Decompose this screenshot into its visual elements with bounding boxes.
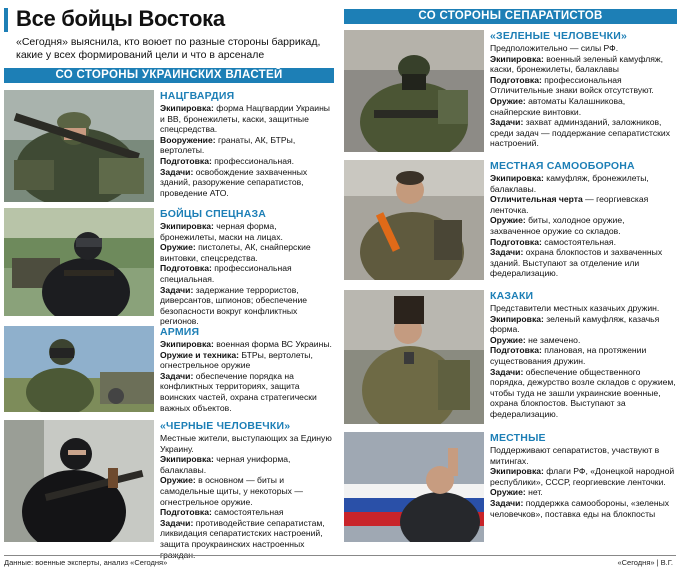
- locals-heading: МЕСТНЫЕ: [490, 432, 546, 444]
- green-men-line: Экипировка: военный зеленый камуфляж, каски, бронежилеты, балаклавы: [490, 53, 664, 75]
- title-accent-bar: [4, 8, 8, 32]
- army-photo: [4, 326, 154, 412]
- spetsnaz-text: [160, 208, 334, 327]
- spetsnaz-line: Задачи: задержание террористов, диверсантов, шпионов; обеспечение безопасности вокруг конфликтных регионов.: [160, 284, 308, 327]
- spetsnaz-photo: [4, 208, 154, 316]
- national-guard-line: Подготовка: профессиональная.: [160, 155, 295, 166]
- black-men-line: Оружие: в основном — биты и самодельные щиты, у некоторых — огнестрельное оружие.: [160, 475, 303, 507]
- cossacks-line: Экипировка: зеленый камуфляж, казачья форма.: [490, 313, 660, 335]
- national-guard-heading: НАЦГВАРДИЯ: [160, 90, 235, 102]
- locals-line: Задачи: поддержка самообороны, «зеленых человечков», поставка еды на блокпосты: [490, 497, 670, 519]
- army-text: [160, 326, 334, 413]
- locals-line: Оружие: нет.: [490, 487, 543, 498]
- national-guard-line: Экипировка: форма Нацгвардии Украины и ВВ, бронежилеты, каски, защитные спецсредства.: [160, 103, 330, 135]
- black-men-intro: Местные жители, выступающих за Единую Украину.: [160, 433, 332, 454]
- left-section-title: СО СТОРОНЫ УКРАИНСКИХ ВЛАСТЕЙ: [4, 68, 334, 83]
- footer-credit: «Сегодня» | В.Г.: [617, 558, 673, 567]
- cossacks-line: Подготовка: плановая, на протяжении существования дружин.: [490, 345, 647, 366]
- spetsnaz-line: Оружие: пистолеты, АК, снайперские винтовки, спецсредства.: [160, 242, 311, 263]
- national-guard-photo: [4, 90, 154, 202]
- army-line: Оружие и техника: БТРы, вертолеты, огнестрельное оружие: [160, 349, 313, 371]
- green-men-line: Отличительные знаки войск отсутствуют.: [490, 85, 654, 96]
- spetsnaz-line: Подготовка: профессиональная специальная.: [160, 263, 292, 284]
- cossacks-intro: Представители местных казачьих дружин.: [490, 303, 660, 313]
- black-men-text: [160, 420, 334, 560]
- cossacks-line: Задачи: обеспечение общественного порядка, дежурство возле складов с оружием, чтобы туда не зашли украинские военные, охрана блокпостов. Выступают за федерализацию.: [490, 366, 676, 419]
- self-defense-line: Отличительная черта — георгиевская ленточка.: [490, 194, 649, 215]
- green-men-line: Подготовка: профессиональная: [490, 74, 622, 85]
- self-defense-line: Экипировка: камуфляж, бронежилеты, балаклавы.: [490, 173, 649, 194]
- self-defense-heading: МЕСТНАЯ САМООБОРОНА: [490, 160, 635, 172]
- black-men-photo: [4, 420, 154, 542]
- army-line: Задачи: обеспечение порядка на конфликтных территориях, защита воинских частей, охрана стратегически важных объектов.: [160, 370, 317, 413]
- black-men-line: Подготовка: самостоятельная: [160, 507, 284, 518]
- spetsnaz-line: Экипировка: черная форма, бронежилеты, маски на лицах.: [160, 221, 283, 242]
- locals-text: [490, 432, 676, 519]
- green-men-heading: «ЗЕЛЕНЫЕ ЧЕЛОВЕЧКИ»: [490, 30, 628, 42]
- black-men-heading: «ЧЕРНЫЕ ЧЕЛОВЕЧКИ»: [160, 420, 291, 432]
- self-defense-line: Подготовка: самостоятельная.: [490, 236, 616, 247]
- locals-intro: Поддерживают сепаратистов, участвуют в митингах.: [490, 445, 660, 466]
- cossacks-photo: [344, 290, 484, 424]
- green-men-text: [490, 30, 676, 149]
- locals-photo: [344, 432, 484, 542]
- right-section-title: СО СТОРОНЫ СЕПАРАТИСТОВ: [344, 9, 677, 24]
- army-line: Экипировка: военная форма ВС Украины.: [160, 339, 332, 349]
- national-guard-text: [160, 90, 334, 198]
- footer-divider: [4, 555, 676, 556]
- page-subtitle: «Сегодня» выяснила, кто воюет по разные стороны баррикад, какие у всех формирований цели и что в арсенале: [16, 36, 321, 61]
- green-men-photo: [344, 30, 484, 152]
- green-men-intro: Предположительно — силы РФ.: [490, 43, 619, 53]
- black-men-line: Экипировка: черная униформа, балаклавы.: [160, 454, 291, 475]
- page-title: Все бойцы Востока: [16, 6, 225, 31]
- spetsnaz-heading: БОЙЦЫ СПЕЦНАЗА: [160, 208, 267, 220]
- self-defense-text: [490, 160, 676, 279]
- national-guard-line: Вооружение: гранаты, АК, БТРы, вертолеты.: [160, 134, 296, 156]
- locals-line: Экипировка: флаги РФ, «Донецкой народной республики», СССР, георгиевские ленточки.: [490, 466, 675, 487]
- army-heading: АРМИЯ: [160, 326, 200, 338]
- cossacks-line: Оружие: не замечено.: [490, 334, 581, 345]
- national-guard-line: Задачи: освобождение захваченных зданий, разоружение сепаратистов, проведение АТО.: [160, 166, 308, 198]
- footer-source: Данные: военные эксперты, анализ «Сегодня»: [4, 558, 168, 567]
- self-defense-line: Задачи: охрана блокпостов и захваченных зданий. Выступают за отделение или федерализацию.: [490, 247, 663, 279]
- black-men-line: Задачи: противодействие сепаратистам, ликвидация сепаратистских настроений, защита проукраинских настроенных: [160, 517, 325, 549]
- cossacks-heading: КАЗАКИ: [490, 290, 534, 302]
- self-defense-line: Оружие: биты, холодное оружие, захваченное оружие со складов.: [490, 215, 625, 236]
- green-men-line: Задачи: захват админзданий, заложников, среди задач — поддержание сепаратистских настроений.: [490, 117, 671, 149]
- green-men-line: Оружие: автоматы Калашникова, снайперские винтовки.: [490, 95, 626, 117]
- cossacks-text: [490, 290, 676, 420]
- self-defense-photo: [344, 160, 484, 280]
